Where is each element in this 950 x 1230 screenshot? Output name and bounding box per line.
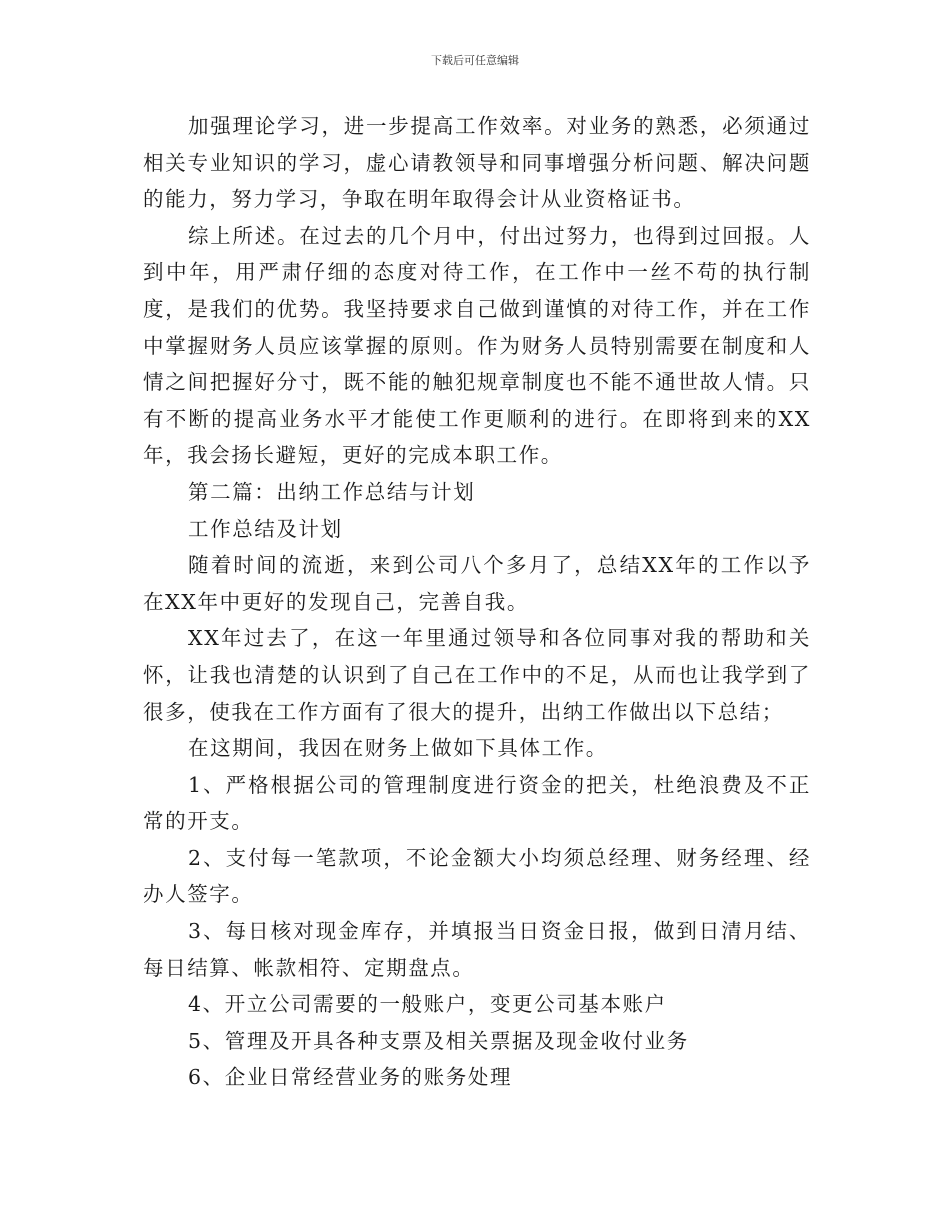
list-item: 5、管理及开具各种支票及相关票据及现金收付业务 [188, 1028, 689, 1053]
paragraph-intro: 随着时间的流逝，来到公司八个多月了，总结XX年的工作以予在XX年中更好的发现自己，完善自我。 [143, 553, 811, 614]
section-heading: 第二篇：出纳工作总结与计划 [188, 479, 476, 504]
list-item: 4、开立公司需要的一般账户，变更公司基本账户 [188, 992, 667, 1017]
paragraph-work-intro: 在这期间，我因在财务上做如下具体工作。 [188, 736, 608, 761]
document-body [143, 108, 811, 1096]
list-item: 2、支付每一笔款项，不论金额大小均须总经理、财务经理、经办人签字。 [143, 845, 811, 907]
paragraph-study: 加强理论学习，进一步提高工作效率。对业务的熟悉，必须通过相关专业知识的学习，虚心请教领导和同事增强分析问题、解决问题的能力，努力学习，争取在明年取得会计从业资格证书。 [143, 114, 811, 212]
section-subheading: 工作总结及计划 [188, 516, 343, 541]
list-item: 3、每日核对现金库存，并填报当日资金日报，做到日清月结、每日结算、帐款相符、定期盘点。 [143, 919, 811, 980]
list-item: 1、严格根据公司的管理制度进行资金的把关，杜绝浪费及不正常的开支。 [143, 772, 811, 834]
list-item: 6、企业日常经营业务的账务处理 [188, 1065, 513, 1090]
paragraph-year-review: XX年过去了，在这一年里通过领导和各位同事对我的帮助和关怀，让我也清楚的认识到了自己在工作中的不足，从而也让我学到了很多，使我在工作方面有了很大的提升，出纳工作做出以下总结； [143, 626, 811, 724]
page-header: 下载后可任意编辑 [431, 54, 519, 67]
paragraph-summary: 综上所述。在过去的几个月中，付出过努力，也得到过回报。人到中年，用严肃仔细的态度对待工作，在工作中一丝不苟的执行制度，是我们的优势。我坚持要求自己做到谨慎的对待工作，并在工作中掌握财务人员应该掌握的原则。作为财务人员特别需要在制度和人情之间把握好分寸，既不能的触犯规章制度也不能不通世故人情。只有不断的提高业务水平才能使工作更顺利的进行。在即将到来的XX年，我会扬长避短，更好的完成本职工作。 [143, 223, 811, 468]
